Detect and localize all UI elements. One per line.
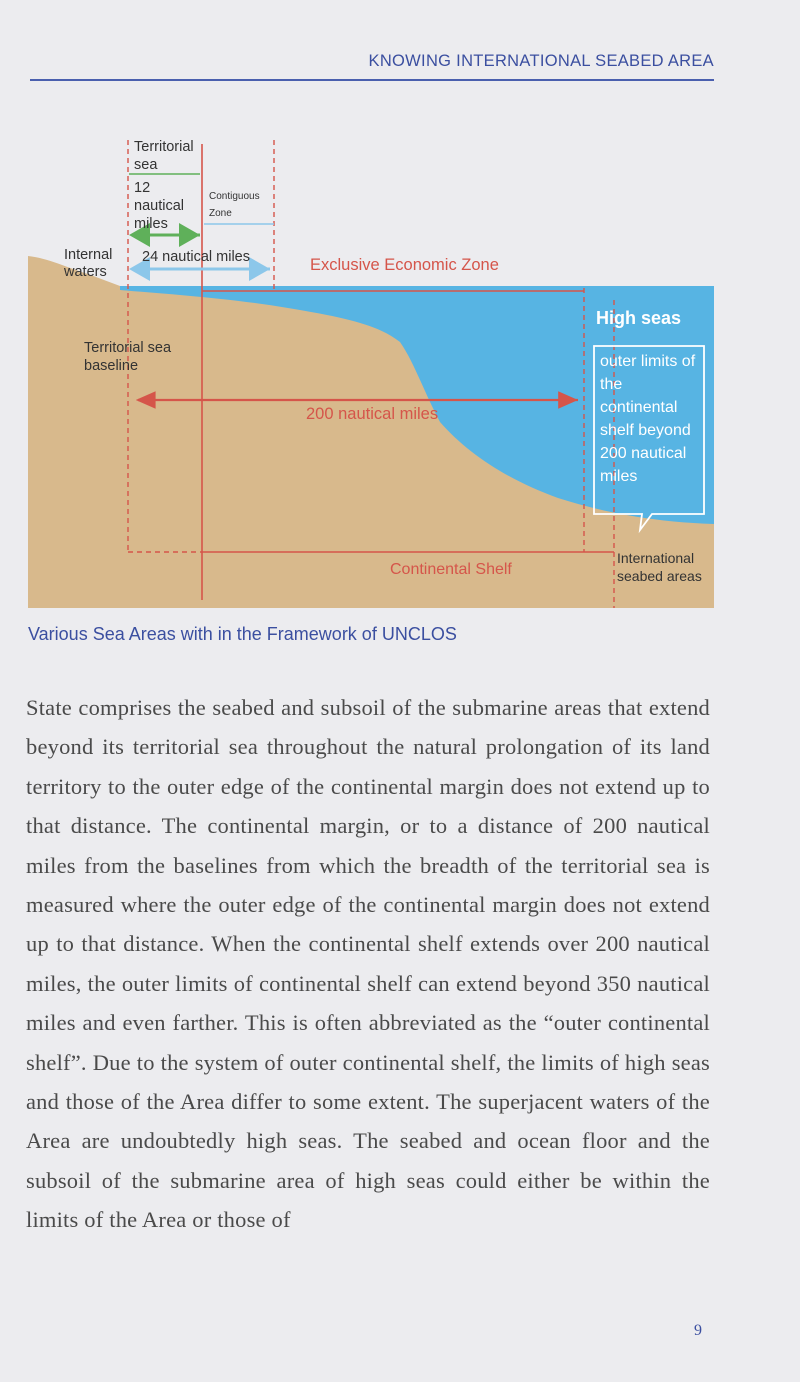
sea-areas-figure (28, 130, 714, 608)
body-paragraph: State comprises the seabed and subsoil of the submarine areas that extend beyond its territorial sea throughout the natural prolongation of its land territory to the outer edge of the continental margin does not extend up to that distance. The continental margin, or to a distance of 200 nautical miles from the baselines from which the breadth of the territorial sea is measured where the outer edge of the continental margin does not extend up to that distance. When the continental shelf extends over 200 nautical miles, the outer limits of continental shelf can extend beyond 350 nautical miles and even farther. This is often abbreviated as the “outer continental shelf”. Due to the system of outer continental shelf, the limits of high seas and those of the Area differ to some extent. The superjacent waters of the Area are undoubtedly high seas. The seabed and ocean floor and the subsoil of the submarine area of high seas could either be within the limits of the Area or those of (26, 695, 710, 1233)
eez-label: Exclusive Economic Zone (310, 256, 499, 274)
internal-waters-label: Internal waters (64, 247, 113, 280)
twelve-nautical-miles-label: 12 nautical miles (134, 180, 184, 232)
header-rule (30, 79, 714, 81)
international-seabed-label: International seabed areas (617, 550, 702, 584)
page-number: 9 (694, 1322, 702, 1339)
contiguous-zone-label: Contiguous Zone (209, 191, 260, 219)
territorial-sea-label: Territorial sea (134, 139, 194, 173)
baseline-label: Territorial sea baseline (84, 340, 172, 374)
two-hundred-nautical-miles-label: 200 nautical miles (306, 405, 439, 423)
twentyfour-nautical-miles-label: 24 nautical miles (142, 249, 250, 265)
figure-caption: Various Sea Areas with in the Framework of UNCLOS (28, 624, 457, 644)
outer-limits-label: outer limits of the continental shelf beyond 200 nautical miles (600, 353, 696, 485)
continental-shelf-label: Continental Shelf (390, 561, 512, 578)
running-header: KNOWING INTERNATIONAL SEABED AREA (368, 52, 714, 70)
high-seas-label: High seas (596, 308, 682, 328)
